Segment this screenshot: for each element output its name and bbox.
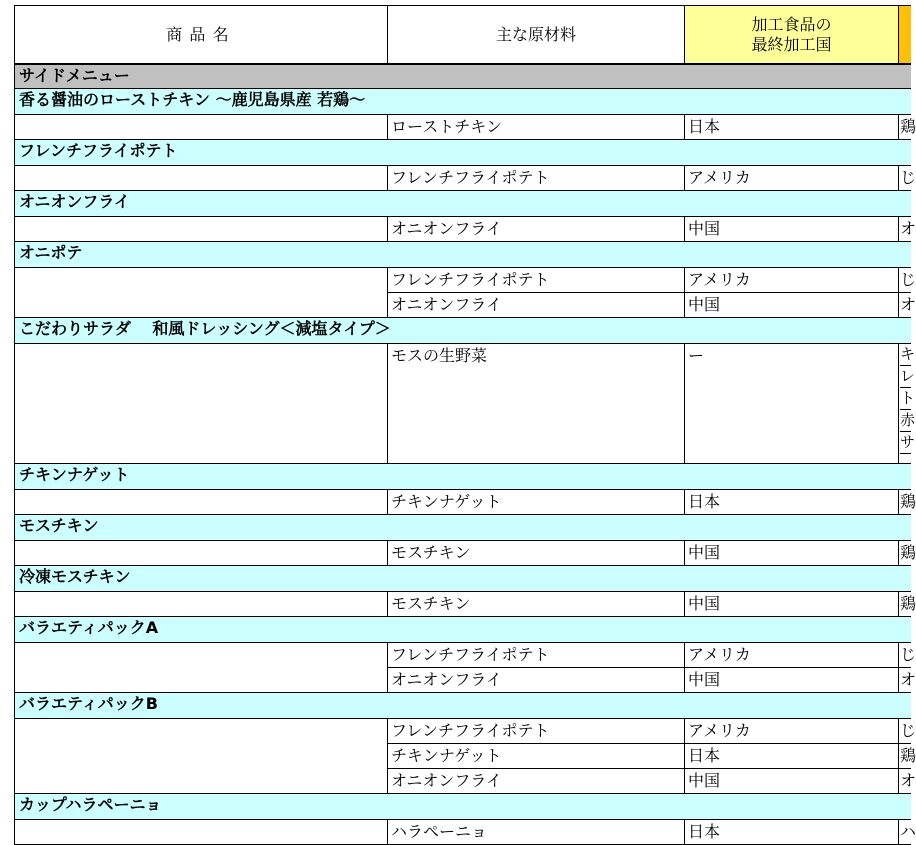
material-cell: チキンナゲット [388,490,685,515]
product-name-row: モスチキン [14,515,911,541]
product-name-row: 香る醤油のローストチキン 〜鹿児島県産 若鶏〜 [14,89,911,115]
material-cell: ローストチキン [388,115,685,140]
material-row [14,592,916,617]
material-cell: オニオンフライ [388,217,685,242]
country-cell: アメリカ [685,719,899,744]
country-cell: アメリカ [685,166,899,191]
country-cell: 日本 [685,490,899,515]
country-cell: 中国 [685,217,899,242]
truncated-cell-line: サ [900,432,911,454]
product-spacer-cell [14,490,388,515]
material-cell: オニオンフライ [388,293,685,318]
truncated-cell-line: レ [900,366,911,388]
country-cell: 中国 [685,592,899,617]
material-cell: フレンチフライポテト [388,719,685,744]
material-row [14,719,916,744]
product-spacer-cell [14,541,388,566]
country-cell: 日本 [685,115,899,140]
product-name-row: オニオンフライ [14,191,911,217]
material-cell: オニオンフライ [388,668,685,693]
material-cell: モスチキン [388,541,685,566]
allergen-origin-table [14,5,916,841]
material-cell: ハラペーニョ [388,820,685,845]
table-header [14,5,911,65]
header-main-material: 主な原材料 [388,6,685,63]
truncated-cell: じ [899,166,911,191]
country-cell: 中国 [685,769,899,794]
truncated-cell: オ [899,668,911,693]
material-row [14,744,916,769]
truncated-cell-line: ト [900,388,911,410]
country-cell: 中国 [685,293,899,318]
truncated-cell: 鶏 [899,592,911,617]
product-name-row: バラエティパックB [14,693,911,719]
product-spacer-cell [14,166,388,191]
product-spacer-cell [14,293,388,318]
truncated-cell: じ [899,719,911,744]
truncated-cell-line: キ [900,344,911,366]
header-truncated-column [899,6,911,63]
product-spacer-cell [14,268,388,293]
material-row [14,268,916,293]
material-row [14,541,916,566]
product-name-row: カップハラペーニョ [14,794,911,820]
material-cell: モスチキン [388,592,685,617]
material-row [14,769,916,794]
material-cell: フレンチフライポテト [388,166,685,191]
product-name-row: バラエティパックA [14,617,911,643]
product-name-row: 冷凍モスチキン [14,566,911,592]
header-origin-line2: 最終加工国 [751,34,832,54]
truncated-cell: 鶏 [899,744,911,769]
material-row [14,115,916,140]
country-cell: 中国 [685,668,899,693]
country-cell: 日本 [685,744,899,769]
material-row [14,344,916,464]
material-cell: モスの生野菜 [388,344,685,464]
truncated-cell: オ [899,217,911,242]
truncated-cell-line: 赤 [900,410,911,432]
product-name-row: こだわりサラダ 和風ドレッシング＜減塩タイプ＞ [14,318,911,344]
material-row [14,643,916,668]
material-row [14,490,916,515]
material-row [14,668,916,693]
truncated-cell: 鶏 [899,490,911,515]
product-spacer-cell [14,115,388,140]
header-origin-line1: 加工食品の [751,14,832,34]
truncated-cell: じ [899,268,911,293]
country-cell: アメリカ [685,643,899,668]
product-spacer-cell [14,344,388,464]
product-spacer-cell [14,592,388,617]
material-row [14,166,916,191]
product-name-row: フレンチフライポテト [14,140,911,166]
product-spacer-cell [14,643,388,668]
product-spacer-cell [14,820,388,845]
material-row [14,293,916,318]
truncated-cell: 鶏 [899,541,911,566]
header-product-name: 商品名 [14,6,388,63]
country-cell: 日本 [685,820,899,845]
truncated-cell: オ [899,769,911,794]
header-final-processing-country [685,6,899,63]
material-cell: オニオンフライ [388,769,685,794]
truncated-cell: じ [899,643,911,668]
truncated-cell: 鶏 [899,115,911,140]
truncated-cell: オ [899,293,911,318]
product-spacer-cell [14,668,388,693]
product-spacer-cell [14,769,388,794]
country-cell: アメリカ [685,268,899,293]
material-row [14,820,916,845]
truncated-cell [899,344,916,464]
product-spacer-cell [14,744,388,769]
country-cell: 中国 [685,541,899,566]
product-name-row: チキンナゲット [14,464,911,490]
material-cell: フレンチフライポテト [388,268,685,293]
product-name-row: オニポテ [14,242,911,268]
section-title: サイドメニュー [14,65,911,89]
material-cell: フレンチフライポテト [388,643,685,668]
material-cell: チキンナゲット [388,744,685,769]
truncated-cell: ハ [899,820,911,845]
material-row [14,217,916,242]
country-cell: ー [685,344,899,464]
product-spacer-cell [14,719,388,744]
product-spacer-cell [14,217,388,242]
